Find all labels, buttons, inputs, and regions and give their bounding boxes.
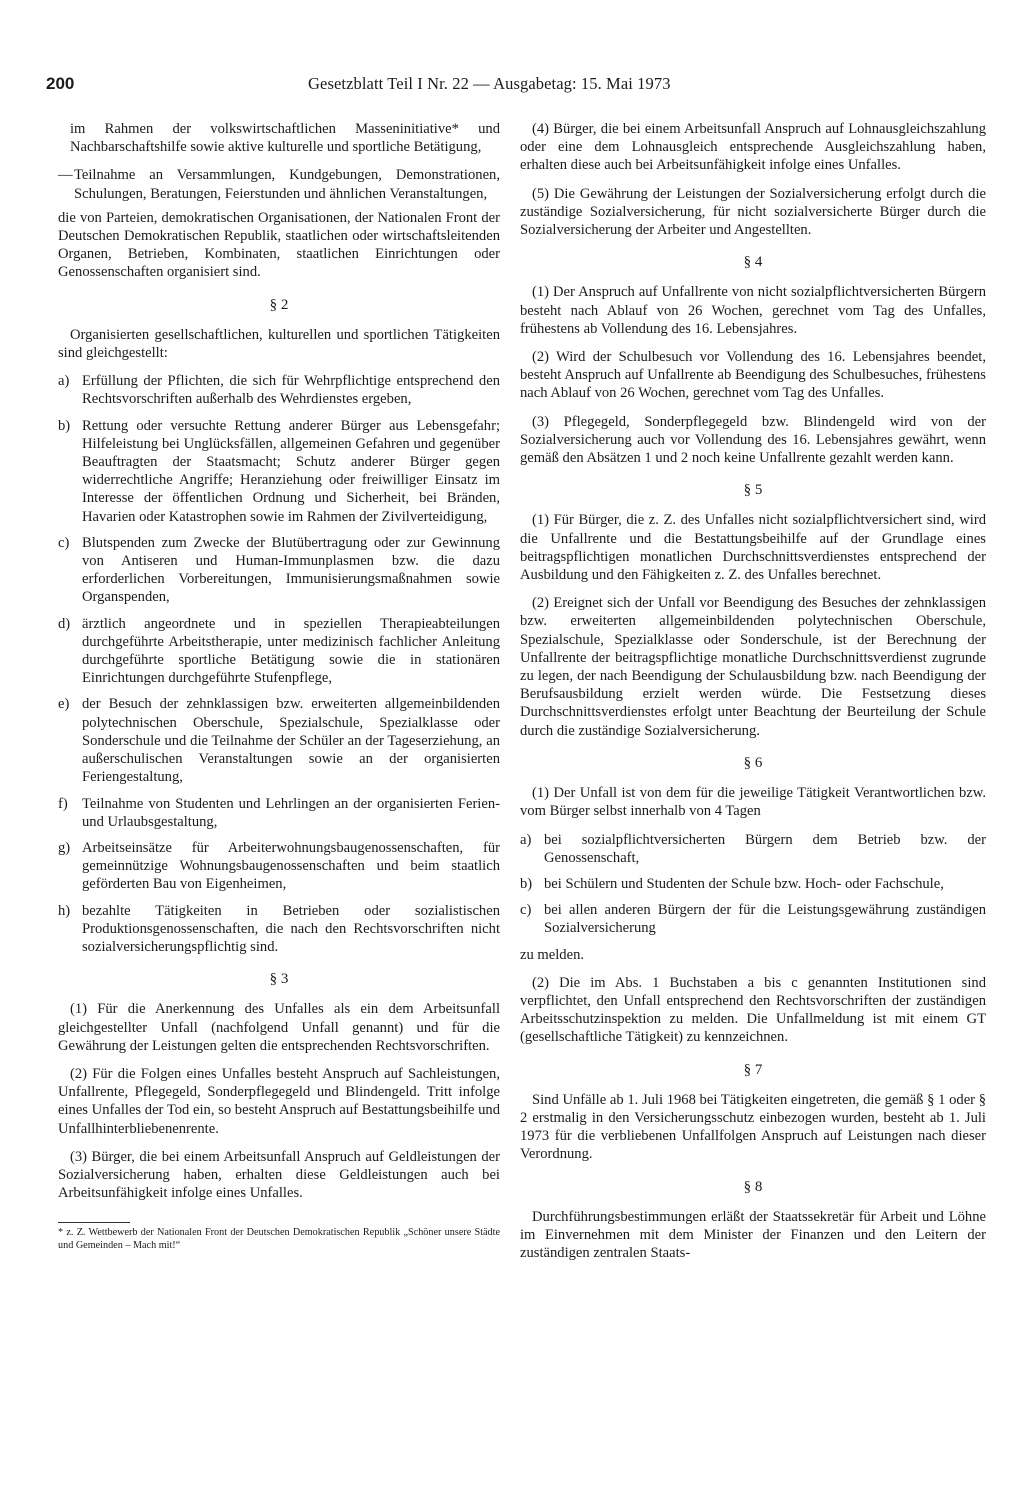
section-6-item-b <box>520 875 986 893</box>
list-marker: c) <box>58 534 70 551</box>
list-item-text: Teilnahme von Studenten und Lehrlingen an der organisierten Ferien- und Urlaubsgestaltung, <box>82 795 500 830</box>
section-7-paragraph-1: Sind Unfälle ab 1. Juli 1968 bei Tätigkeiten eingetreten, die gemäß § 1 oder § 2 erstmalig in den Versicherungsschutz einbezogen wurden, besteht ab 1. Juli 1973 für die verbliebenen Unfallfolgen Anspruch auf Leistungen nach dieser Verordnung. <box>520 1091 986 1163</box>
paragraph-organizers: die von Parteien, demokratischen Organisationen, der Nationalen Front der Deutschen Demokratischen Republik, staatlichen oder wirtschaftsleitenden Organen, Betrieben, Kombinaten, staatlichen Einrichtungen oder Genossenschaften organisiert sind. <box>58 209 500 281</box>
section-3-paragraph-5: (5) Die Gewährung der Leistungen der Sozialversicherung erfolgt durch die zuständige Sozialversicherung, für nicht sozialversicherte Bürger durch die Sozialversicherung der Arbeiter und Angestellten. <box>520 185 986 239</box>
section-heading-5: § 5 <box>743 482 763 499</box>
list-item-a <box>58 372 500 408</box>
section-6-paragraph-2: (2) Die im Abs. 1 Buchstaben a bis c genannten Institutionen sind verpflichtet, den Unfall entsprechend den Rechtsvorschriften der zuständigen Arbeitsschutzinspektion zu melden. Die Unfallmeldung ist mit einem GT (gesellschaftliche Tätigkeit) zu kennzeichnen. <box>520 974 986 1046</box>
list-item-h <box>58 902 500 957</box>
list-item-text: Teilnahme an Versammlungen, Kundgebungen, Demonstrationen, Schulungen, Beratungen, Feierstunden und ähnlichen Veranstaltungen, <box>74 167 500 202</box>
running-head: Gesetzblatt Teil I Nr. 22 — Ausgabetag: 15. Mai 1973 <box>308 74 671 93</box>
section-3-paragraph-4: (4) Bürger, die bei einem Arbeitsunfall Anspruch auf Lohnausgleichszahlung oder eine dem Lohnausgleich entsprechende Ausgleichszahlung haben, erhalten diese auch bei Arbeitsunfähigkeit infolge eines Unfalles. <box>520 121 986 174</box>
list-item-text: bei allen anderen Bürgern der für die Leistungsgewährung zuständigen Sozialversicherung <box>544 902 986 937</box>
section-heading-2: § 2 <box>269 296 289 313</box>
list-item-text: Arbeitseinsätze für Arbeiterwohnungsbaugenossenschaften, für gemeinnützige Wohnungsbaugenossenschaften und beim staatlich geförderten Bau von Eigenheimen, <box>82 839 500 893</box>
section-heading-7: § 7 <box>743 1061 763 1078</box>
section-6-tail: zu melden. <box>520 946 585 963</box>
paragraph-intro-continuation: im Rahmen der volkswirtschaftlichen Masseninitiative* und Nachbarschaftshilfe sowie aktive kulturelle und sportliche Betätigung, <box>70 121 500 156</box>
list-marker: a) <box>58 373 70 390</box>
list-marker: b) <box>520 875 533 892</box>
section-5-paragraph-1: (1) Für Bürger, die z. Z. des Unfalles nicht sozialpflichtversichert sind, wird die Unfallrente und die Bestattungsbeihilfe auf der Grundlage eines beitragspflichtigen monatlichen Durchschnittsverdienstes entsprechend der Ausbildung und den Fähigkeiten z. Z. des Unfalles berechnet. <box>520 512 986 584</box>
section-8-paragraph-1: Durchführungsbestimmungen erläßt der Staatssekretär für Arbeit und Löhne im Einvernehmen mit dem Minister der Finanzen und den Leitern der zuständigen zentralen Staats- <box>520 1208 986 1262</box>
list-item-text: Rettung oder versuchte Rettung anderer Bürger aus Lebensgefahr; Hilfeleistung bei Unglücksfällen, allgemeinen Gefahren und gegenüber Beauftragten der Staatsmacht; Schutz anderer Bürger gegen widerrechtliche Angriffe; Heranziehung oder freiwilliger Einsatz im Interesse der öffentlichen Ordnung und Sicherheit, bei Bränden, Havarien oder Katastrophen sowie im Rahmen der Zivilverteidigung, <box>82 417 500 525</box>
section-4-paragraph-3: (3) Pflegegeld, Sonderpflegegeld bzw. Blindengeld wird von der Sozialversicherung auch vor Vollendung des 16. Lebensjahres gewährt, wenn gemäß den Absätzen 1 und 2 noch keine Unfallrente gezahlt werden kann. <box>520 413 986 467</box>
page-header <box>46 74 986 100</box>
section-heading-8: § 8 <box>743 1178 763 1195</box>
list-marker: c) <box>520 902 532 919</box>
list-item-text: bei sozialpflichtversicherten Bürgern dem Betrieb bzw. der Genossenschaft, <box>544 831 986 866</box>
section-6-paragraph-1: (1) Der Unfall ist von dem für die jeweilige Tätigkeit Verantwortlichen bzw. vom Bürger selbst innerhalb von 4 Tagen <box>520 785 986 820</box>
left-column <box>58 120 500 1263</box>
list-marker: f) <box>58 795 68 812</box>
section-3-paragraph-1: (1) Für die Anerkennung des Unfalles als ein dem Arbeitsunfall gleichgestellter Unfall (nachfolgend Unfall genannt) und für die Gewährung der Leistungen gelten die entsprechenden Rechtsvorschriften. <box>58 1001 500 1054</box>
list-item-c <box>58 534 500 607</box>
section-6-item-c <box>520 901 986 937</box>
list-item-g <box>58 839 500 894</box>
section-heading-3: § 3 <box>269 971 289 988</box>
right-column <box>520 120 986 1272</box>
footnote-divider <box>58 1222 130 1223</box>
list-item-text: ärztlich angeordnete und in speziellen Therapieabteilungen durchgeführte Arbeitstherapie, unter medizinisch fachlicher Anleitung durchgeführte sportliche Betätigung sowie die in stationären Einrichtungen durchgeführte Stufenpflege, <box>82 615 500 687</box>
list-marker: e) <box>58 696 70 713</box>
footnote: * z. Z. Wettbewerb der Nationalen Front der Deutschen Demokratischen Republik „Schöner unsere Städte und Gemeinden – Mach mit!“ <box>58 1227 500 1251</box>
page-number: 200 <box>46 74 75 93</box>
section-heading-6: § 6 <box>743 754 763 771</box>
section-3-paragraph-2: (2) Für die Folgen eines Unfalles besteht Anspruch auf Sachleistungen, Unfallrente, Pflegegeld, Sonderpflegegeld und Blindengeld. Tritt infolge eines Unfalles der Tod ein, so besteht Anspruch auf Bestattungsbeihilfe und Unfallhinterbliebenenrente. <box>58 1065 500 1137</box>
list-item-text: bei Schülern und Studenten der Schule bzw. Hoch- oder Fachschule, <box>544 875 944 892</box>
list-item-text: Erfüllung der Pflichten, die sich für Wehrpflichtige entsprechend den Rechtsvorschriften außerhalb des Wehrdienstes ergeben, <box>82 373 500 408</box>
section-4-paragraph-2: (2) Wird der Schulbesuch vor Vollendung des 16. Lebensjahres beendet, besteht Anspruch auf Unfallrente ab Beendigung des Schulbesuches, frühestens nach Ablauf von 26 Wochen, gerechnet vom Tag des Unfalles. <box>520 349 986 402</box>
list-item-d <box>58 615 500 688</box>
list-item-b <box>58 417 500 526</box>
list-marker: g) <box>58 839 71 856</box>
list-item-e <box>58 695 500 786</box>
list-marker: — <box>58 167 73 184</box>
list-item-text: bezahlte Tätigkeiten in Betrieben oder sozialistischen Produktionsgenossenschaften, die nach den Rechtsvorschriften nicht sozialversicherungspflichtig sind. <box>82 902 500 955</box>
list-item-dash <box>58 166 500 202</box>
list-marker: a) <box>520 831 532 848</box>
section-2-intro: Organisierten gesellschaftlichen, kulturellen und sportlichen Tätigkeiten sind gleichgestellt: <box>58 326 500 362</box>
list-item-text: der Besuch der zehnklassigen bzw. erweiterten allgemeinbildenden polytechnischen Oberschule, Spezialschule, Spezialklasse oder Sonderschule und die Teilnahme der Schüler an der Tageserziehung, an außerschulischen Veranstaltungen sowie an der organisierten Feriengestaltung, <box>82 696 500 786</box>
section-heading-4: § 4 <box>743 254 763 271</box>
list-item-f <box>58 795 500 831</box>
list-marker: b) <box>58 417 71 434</box>
section-6-item-a <box>520 831 986 867</box>
section-5-paragraph-2: (2) Ereignet sich der Unfall vor Beendigung des Besuches der zehnklassigen bzw. erweiterten allgemeinbildenden polytechnischen Oberschule, Spezialschule, Spezialklasse oder Sonderschule, ist der Berechnung der Unfallrente der beitragspflichtige monatliche Durchschnittsverdienst zugrunde zu legen, der nach Beendigung der Schulausbildung bzw. nach Beendigung der Berufsausbildung erzielt werden würde. Die Festsetzung dieses Durchschnittsverdienstes erfolgt unter Beachtung der Beurteilung der Schule durch die zuständige Sozialversicherung. <box>520 595 986 739</box>
section-4-paragraph-1: (1) Der Anspruch auf Unfallrente von nicht sozialpflichtversicherten Bürgern besteht nach Ablauf von 26 Wochen, gerechnet vom Tag des Unfalles, frühestens ab Vollendung des 16. Lebensjahres. <box>520 284 986 337</box>
list-marker: d) <box>58 615 71 632</box>
list-item-text: Blutspenden zum Zwecke der Blutübertragung oder zur Gewinnung von Antiseren und Human-Immunplasmen bzw. die dazu erforderlichen Vorbereitungen, Immunisierungsmaßnahmen sowie Organspenden, <box>82 534 500 606</box>
section-3-paragraph-3: (3) Bürger, die bei einem Arbeitsunfall Anspruch auf Geldleistungen der Sozialversicherung haben, erhalten diese Geldleistungen auch bei Arbeitsunfähigkeit infolge eines Unfalles. <box>58 1148 500 1202</box>
list-marker: h) <box>58 902 71 919</box>
